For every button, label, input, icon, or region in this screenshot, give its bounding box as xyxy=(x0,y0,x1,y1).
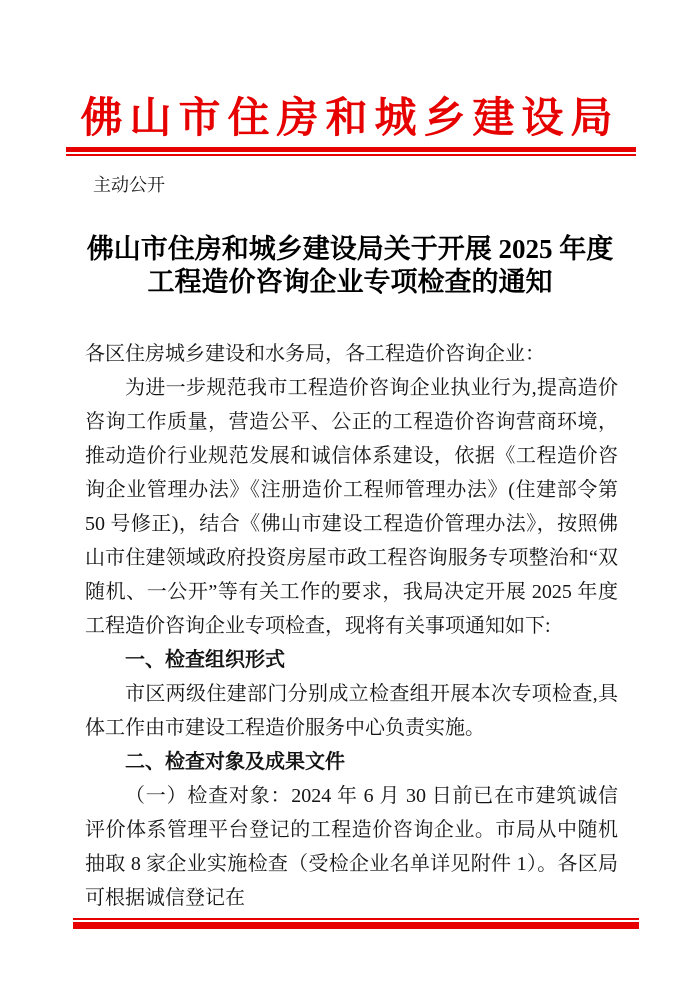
body-paragraph-organization: 市区两级住建部门分别成立检查组开展本次专项检查,具体工作由市建设工程造价服务中心负责实施。 xyxy=(85,683,618,739)
salutation-line: 各区住房城乡建设和水务局，各工程造价咨询企业： xyxy=(85,343,545,365)
letterhead-agency-title: 佛山市住房和城乡建设局 xyxy=(80,96,620,142)
disclosure-label: 主动公开 xyxy=(93,175,165,195)
body-paragraph-intro: 为进一步规范我市工程造价咨询企业执业行为,提高造价咨询工作质量，营造公平、公正的工程造价咨询营商环境，推动造价行业规范发展和诚信体系建设，依据《工程造价咨询企业管理办法》《注册造价工程师管理办法》(住建部令第 50 号修正)，结合《佛山市建设工程造价管理办法》，按照佛山市住建领域政府投资房屋市政工程咨询服务专项整治和“双随机、一公开”等有关工作的要求，我局决定开展 2025 年度工程造价咨询企业专项检查，现将有关事项通知如下: xyxy=(85,377,618,637)
document-title-line-2: 工程造价咨询企业专项检查的通知 xyxy=(147,267,553,297)
section-heading-2: 二、检查对象及成果文件 xyxy=(125,751,345,773)
body-paragraph-inspection-targets: （一）检查对象：2024 年 6 月 30 日前已在市建筑诚信评价体系管理平台登记的工程造价咨询企业。市局从中随机抽取 8 家企业实施检查（受检企业名单详见附件 1）。各区局可根据诚信登记在 xyxy=(85,785,618,909)
footer-red-rule-thick-bar xyxy=(73,922,639,929)
document-title xyxy=(40,233,660,299)
document-title-line-1: 佛山市住房和城乡建设局关于开展 2025 年度 xyxy=(86,234,614,264)
section-heading-1: 一、检查组织形式 xyxy=(125,649,285,671)
letterhead-double-rule xyxy=(66,147,636,156)
document-body xyxy=(85,337,618,915)
footer-red-rule xyxy=(73,918,639,929)
